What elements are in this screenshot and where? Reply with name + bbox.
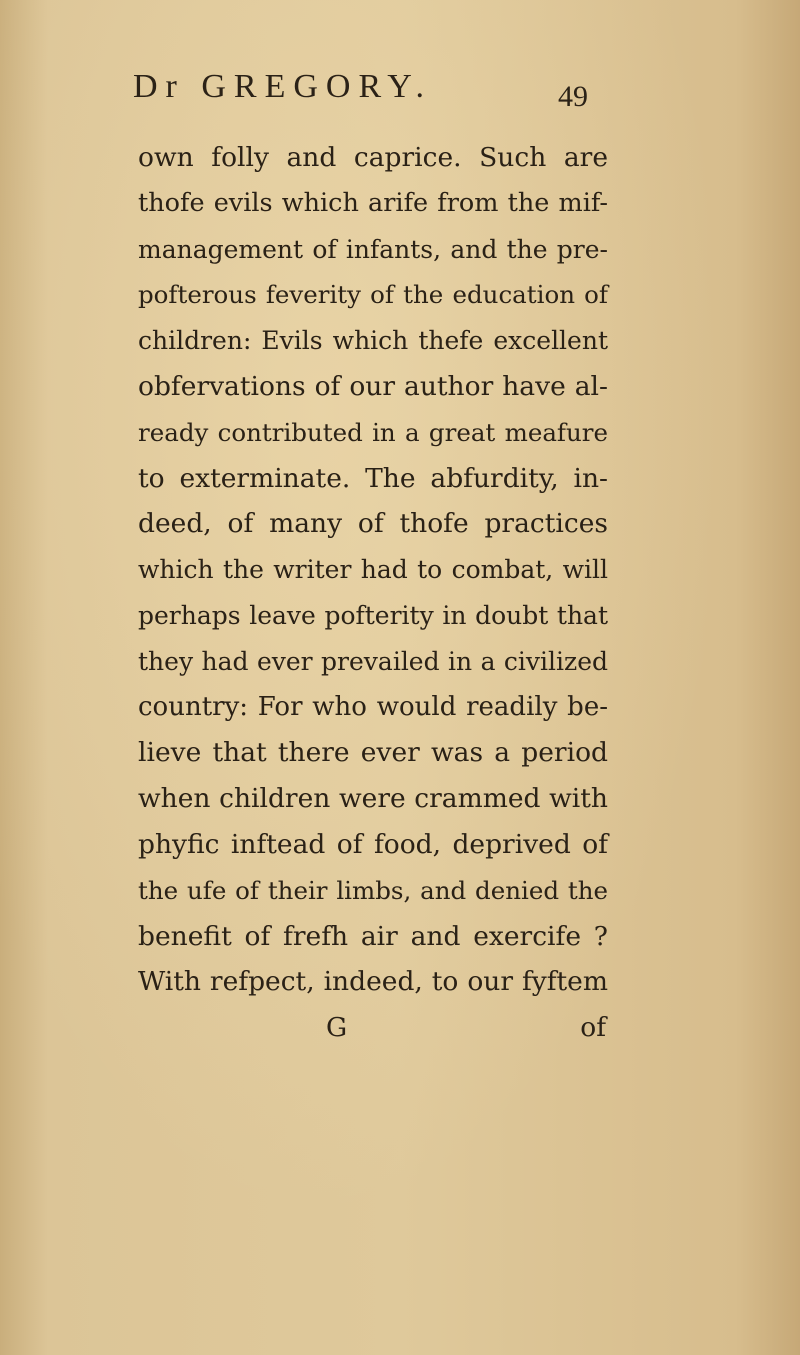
body-text <box>138 135 608 1005</box>
running-head: Dr GREGORY. <box>133 68 432 105</box>
catchword: of <box>580 1012 606 1043</box>
text-line: deed, of many of thofe practices <box>138 508 608 540</box>
text-line: With refpect, indeed, to our fyftem <box>138 966 608 998</box>
text-line: own folly and caprice. Such are <box>138 142 608 173</box>
text-line: perhaps leave pofterity in doubt that <box>138 600 608 630</box>
text-line: lieve that there ever was a period <box>138 737 608 769</box>
text-line: benefit of frefh air and exercife ? <box>138 920 608 952</box>
text-line: thofe evils which arife from the mif- <box>138 187 608 218</box>
signature-mark: G <box>326 1012 348 1043</box>
text-line: to exterminate. The abfurdity, in- <box>138 462 608 494</box>
text-line: phyfic inftead of food, deprived of <box>138 828 608 860</box>
page-header <box>133 68 633 118</box>
text-line: ready contributed in a great meafure <box>138 417 608 447</box>
text-line: they had ever prevailed in a civilized <box>138 646 608 676</box>
text-line: when children were crammed with <box>138 783 608 815</box>
text-line: pofterous feverity of the education of <box>138 280 608 310</box>
text-line: the ufe of their limbs, and denied the <box>138 875 608 905</box>
text-line: management of infants, and the pre- <box>138 234 608 264</box>
page-number: 49 <box>558 80 588 113</box>
text-line: which the writer had to combat, will <box>138 555 608 585</box>
text-line: children: Evils which thefe excellent <box>138 326 608 356</box>
text-line: obfervations of our author have al- <box>138 370 608 402</box>
page-footer <box>138 1005 608 1051</box>
text-line: country: For who would readily be- <box>138 691 608 722</box>
